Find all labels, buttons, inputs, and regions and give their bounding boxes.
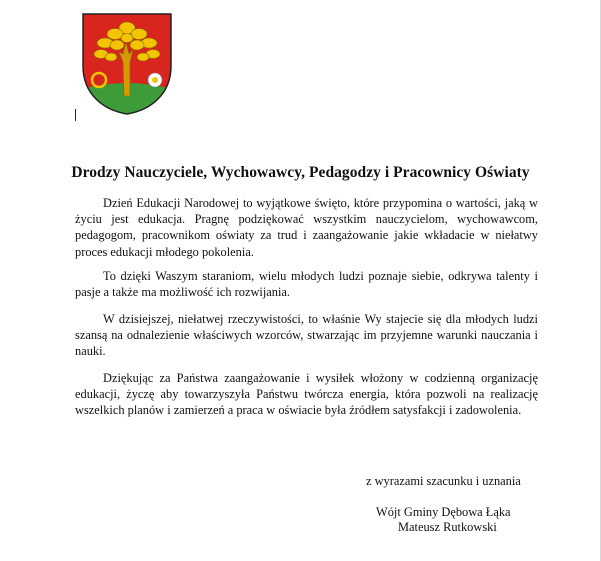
paragraph-2: To dzięki Waszym staraniom, wielu młodych ludzi poznaje siebie, odkrywa talenty i pasje a także ma możliwość ich rozwijania. [75,269,538,300]
letter-title: Drodzy Nauczyciele, Wychowawcy, Pedagodzy i Pracownicy Oświaty [71,164,530,181]
coat-of-arms-icon [79,12,175,116]
signature-name: Mateusz Rutkowski [398,520,497,534]
text-cursor [75,109,76,121]
signature-role: Wójt Gminy Dębowa Łąka [376,505,511,519]
closing-line: z wyrazami szacunku i uznania [366,474,521,488]
paragraph-1: Dzień Edukacji Narodowej to wyjątkowe święto, które przypomina o wartości, jaką w życiu jest edukacja. Pragnę podziękować wszystkim nauczycielom, wychowawcom, pedagogom, pracownikom oświaty za trud i zaangażowanie jakie wkładacie w niełatwy proces edukacji młodego pokolenia. [75,196,538,259]
paragraph-3: W dzisiejszej, niełatwej rzeczywistości, to właśnie Wy stajecie się dla młodych ludzi szansą na odnalezienie właściwych wzorców, stwarzając im przyjemne warunki nauczania i nauki. [75,312,538,359]
paragraph-4: Dziękując za Państwa zaangażowanie i wysiłek włożony w codzienną organizację edukacji, życzę aby towarzyszyła Państwu twórcza energia, która pozwoli na realizację wszelkich planów i zamierzeń a praca w oświacie była źródłem satysfakcji i zadowolenia. [75,371,538,418]
